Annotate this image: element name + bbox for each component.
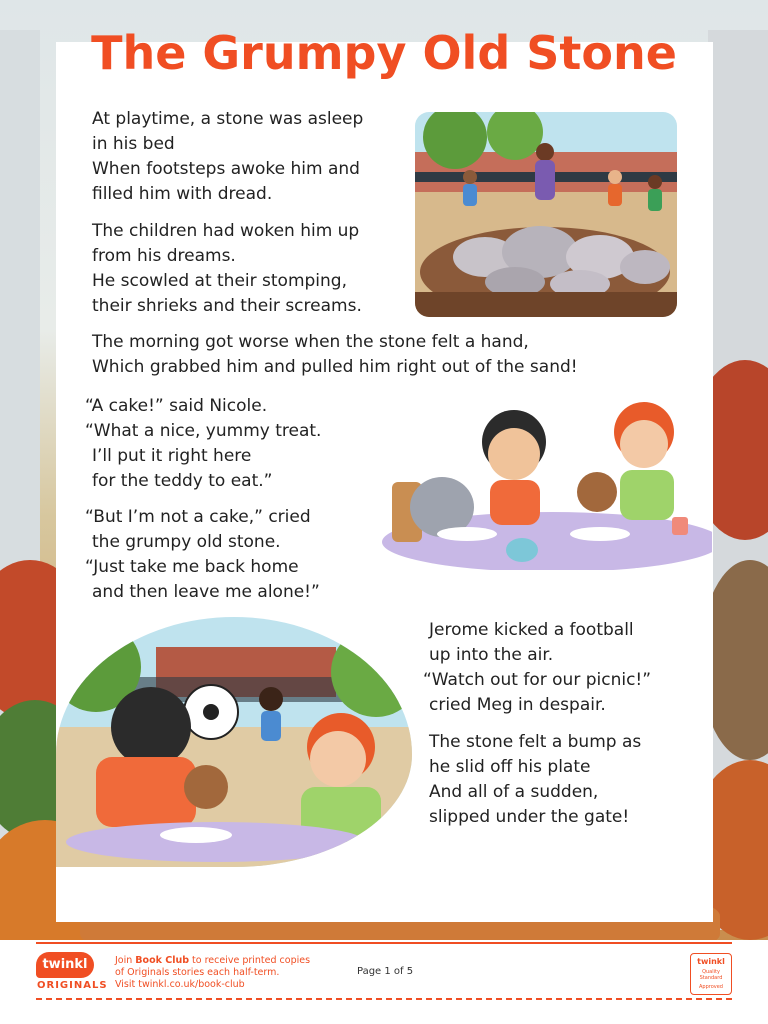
page-number: Page 1 of 5	[357, 966, 414, 977]
quality-brand: twinkl	[697, 957, 725, 966]
stanza-line: “But I’m not a cake,” cried	[85, 507, 311, 527]
book-club-promo	[115, 955, 310, 991]
stanza-line: the grumpy old stone.	[92, 532, 281, 552]
stanza-line: from his dreams.	[92, 246, 236, 266]
stanza-line: At playtime, a stone was asleep	[92, 109, 364, 129]
stanza-7	[429, 730, 641, 830]
footer-divider	[36, 942, 732, 944]
stanza-1	[92, 107, 363, 207]
stanza-line: The children had woken him up	[92, 221, 360, 241]
stanza-line: their shrieks and their screams.	[92, 296, 362, 316]
stanza-3	[92, 330, 578, 380]
stanza-line: for the teddy to eat.”	[92, 471, 273, 491]
stanza-line: “A cake!” said Nicole.	[85, 396, 268, 416]
stanza-line: When footsteps awoke him and	[92, 159, 360, 179]
stanza-line: he slid off his plate	[429, 757, 591, 777]
stanza-line: Jerome kicked a football	[429, 620, 634, 640]
stanza-2	[92, 219, 362, 319]
stanza-line: The morning got worse when the stone felt a hand,	[92, 332, 529, 352]
stanza-line: “Just take me back home	[85, 557, 299, 577]
stanza-line: and then leave me alone!”	[92, 582, 320, 602]
promo-line: of Originals stories each half-term.	[115, 967, 280, 978]
quality-text: Quality Standard	[699, 969, 723, 981]
stanza-6	[423, 618, 651, 718]
originals-wordmark: ORIGINALS	[37, 980, 108, 991]
footer-dashed-line	[36, 998, 732, 1000]
playground-illustration	[415, 112, 677, 317]
stanza-line: in his bed	[92, 134, 175, 154]
stanza-line: He scowled at their stomping,	[92, 271, 347, 291]
stanza-line: And all of a sudden,	[429, 782, 599, 802]
stanza-line: “What a nice, yummy treat.	[85, 421, 322, 441]
promo-url[interactable]: Visit twinkl.co.uk/book-club	[115, 979, 245, 990]
quality-text-2: Approved	[699, 984, 723, 990]
quality-standard-badge	[690, 953, 732, 995]
promo-text: to receive printed copies	[189, 955, 311, 966]
story-title: The Grumpy Old Stone	[91, 26, 677, 80]
stanza-line: Which grabbed him and pulled him right out of the sand!	[92, 357, 578, 377]
stanza-line: cried Meg in despair.	[429, 695, 606, 715]
promo-prefix: Join	[115, 955, 136, 966]
book-club-link[interactable]: Book Club	[135, 955, 190, 966]
stanza-4	[85, 394, 321, 494]
stanza-line: “Watch out for our picnic!”	[423, 670, 652, 690]
twinkl-logo[interactable]: twinkl	[36, 952, 94, 978]
stanza-line: filled him with dread.	[92, 184, 273, 204]
tea-party-illustration	[372, 392, 712, 570]
stanza-line: slipped under the gate!	[429, 807, 630, 827]
stanza-line: The stone felt a bump as	[429, 732, 642, 752]
stanza-line: I’ll put it right here	[92, 446, 252, 466]
stanza-5	[85, 505, 320, 605]
stanza-line: up into the air.	[429, 645, 554, 665]
